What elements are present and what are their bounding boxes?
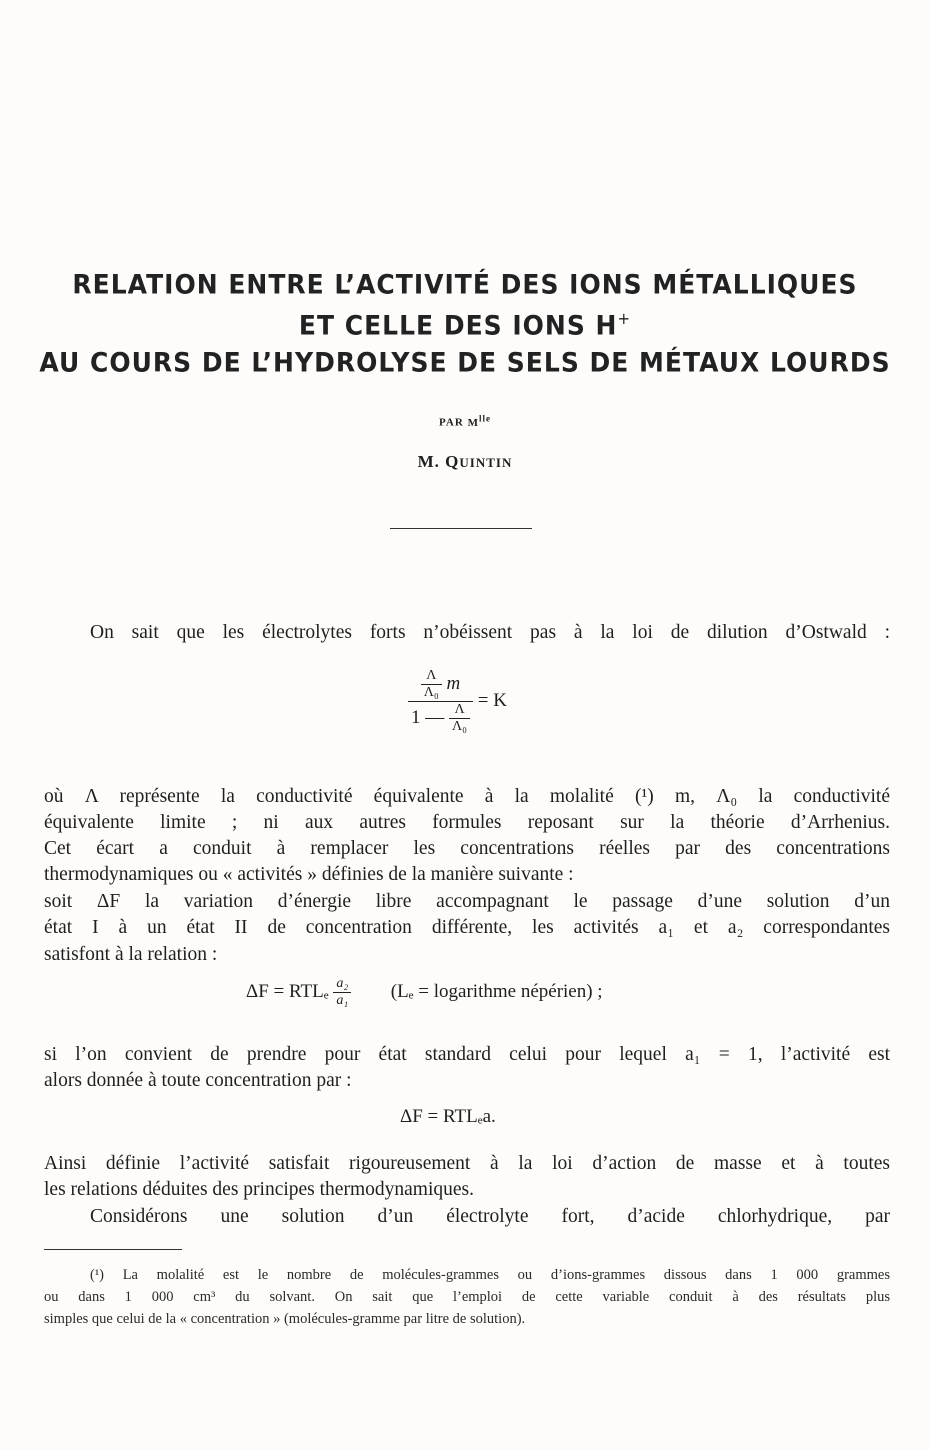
eq1-num-lambda0: Λ₀	[423, 685, 439, 700]
equation-free-energy-ratio	[246, 976, 603, 1009]
title-superscript: +	[617, 308, 632, 329]
paragraph-4-line-2: les relations déduites des principes thermodynamiques.	[44, 1179, 474, 1200]
author-name	[0, 452, 930, 472]
byline	[0, 413, 930, 429]
eq1-den-ratio	[449, 702, 470, 735]
title-line-3: AU COURS DE L’HYDROLYSE DE SELS DE MÉTAUX LOURDS	[39, 346, 891, 379]
paragraph-4-line-1: Ainsi définie l’activité satisfait rigoureusement à la loi d’action de masse et à toutes	[44, 1153, 890, 1174]
eq1-numerator	[408, 668, 473, 702]
eq2-lhs: ΔF = RTLₑ	[246, 980, 329, 1002]
paragraph-2-line-1: où Λ représente la conductivité équivalente à la molalité (¹) m, Λ₀ la conductivité	[44, 786, 890, 807]
author-initial: M.	[417, 452, 440, 471]
author-rest: UINTIN	[459, 455, 513, 470]
byline-mlle-m: M	[467, 416, 479, 429]
paragraph-2-line-4: thermodynamiques ou « activités » définies de la manière suivante :	[44, 864, 574, 885]
eq2-numerator: a₂	[333, 976, 351, 993]
footnote-rule	[44, 1249, 182, 1250]
eq2-fraction	[333, 976, 351, 1009]
eq1-m: m	[446, 672, 461, 694]
title-line-1: RELATION ENTRE L’ACTIVITÉ DES IONS MÉTALLIQUES	[72, 268, 858, 301]
eq1-den-lambda: Λ	[449, 702, 470, 719]
eq2-denominator: a₁	[336, 993, 349, 1008]
paragraph-3-line-1: si l’on convient de prendre pour état standard celui pour lequel a₁ = 1, l’activité est	[44, 1044, 890, 1065]
byline-par: PAR	[439, 416, 464, 429]
paragraph-3-line-2: alors donnée à toute concentration par :	[44, 1070, 352, 1091]
equation-ostwald	[408, 668, 507, 735]
eq1-one-minus: 1 —	[411, 706, 445, 728]
eq1-equals-k: = K	[477, 689, 507, 711]
paragraph-2-line-7: satisfont à la relation :	[44, 944, 218, 965]
paragraph-2-line-2: équivalente limite ; ni aux autres formules reposant sur la théorie d’Arrhenius.	[44, 812, 890, 833]
paragraph-1: On sait que les électrolytes forts n’obéissent pas à la loi de dilution d’Ostwald :	[90, 622, 890, 643]
eq2-note: (Lₑ = logarithme népérien) ;	[390, 980, 603, 1002]
eq1-denominator	[408, 702, 473, 735]
byline-mlle	[467, 413, 491, 429]
eq1-num-lambda: Λ	[421, 668, 442, 685]
title-line-2	[0, 309, 930, 341]
title-line-2-text: ET CELLE DES IONS H	[298, 309, 618, 342]
author-first-letter: Q	[445, 452, 460, 471]
eq1-den-lambda0: Λ₀	[452, 719, 468, 734]
byline-mlle-sup: lle	[478, 413, 491, 423]
separator-rule	[390, 528, 532, 529]
eq1-num-ratio	[421, 668, 442, 701]
footnote-line-3: simples que celui de la « concentration » (molécules-gramme par litre de solution).	[44, 1311, 526, 1327]
eq1-main-fraction	[408, 668, 473, 735]
paragraph-2-line-3: Cet écart a conduit à remplacer les concentrations réelles par des concentrations	[44, 838, 890, 859]
paragraph-2-line-6: état I à un état II de concentration différente, les activités a₁ et a₂ correspondantes	[44, 917, 890, 938]
paragraph-2-line-5: soit ΔF la variation d’énergie libre accompagnant le passage d’une solution d’un	[44, 891, 890, 912]
paragraph-5-line-1: Considérons une solution d’un électrolyte fort, d’acide chlorhydrique, par	[90, 1206, 890, 1227]
footnote-line-1: (¹) La molalité est le nombre de molécules-grammes ou d’ions-grammes dissous dans 1 000 grammes	[90, 1267, 890, 1283]
equation-activity: ΔF = RTLₑa.	[400, 1106, 496, 1127]
footnote-line-2: ou dans 1 000 cm³ du solvant. On sait que l’emploi de cette variable conduit à des résultats plus	[44, 1289, 890, 1305]
